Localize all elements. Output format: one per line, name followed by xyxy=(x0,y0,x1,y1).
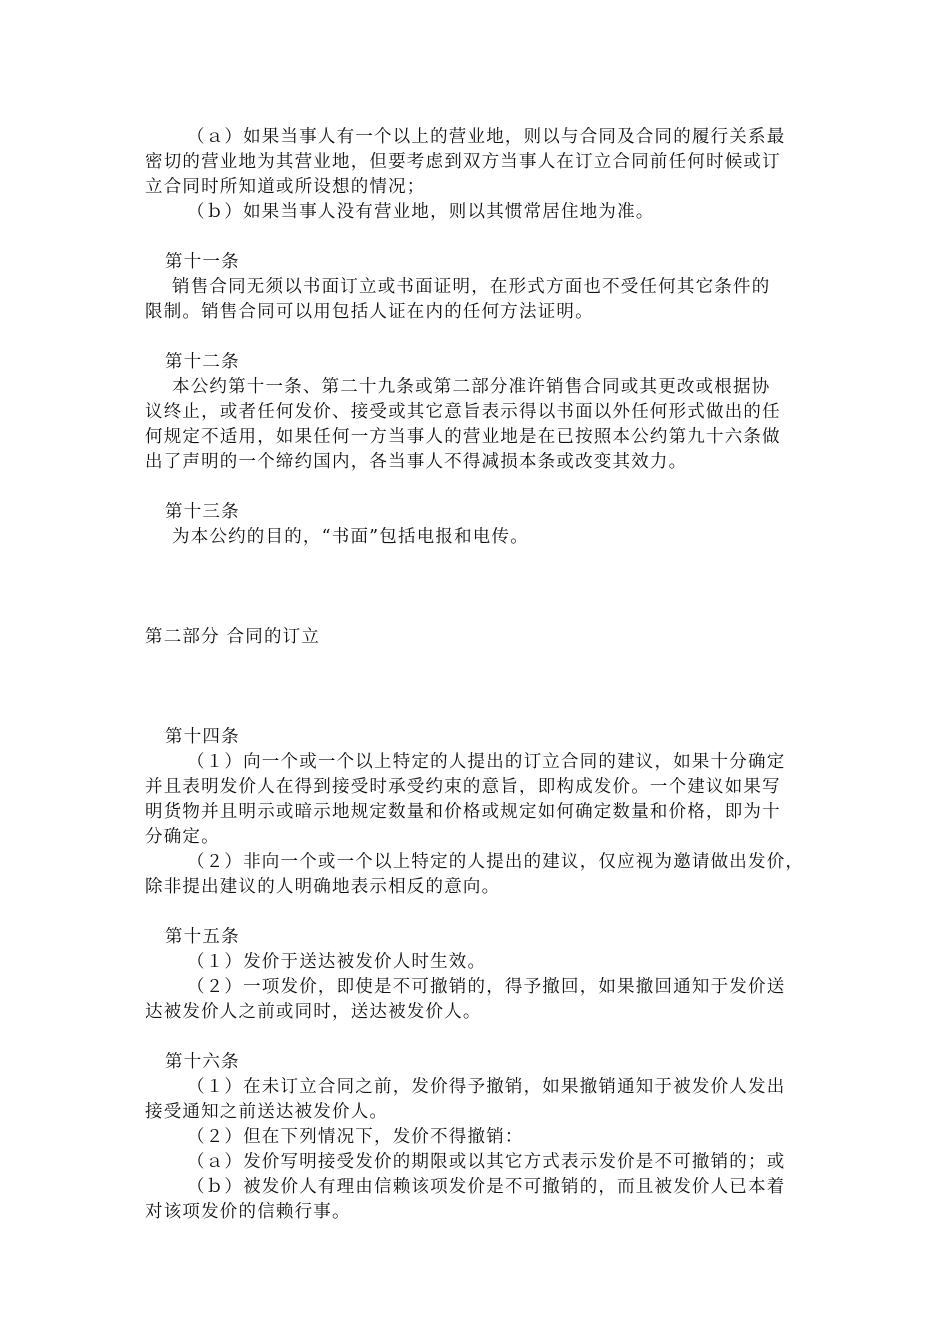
text-line: 分确定。 xyxy=(145,827,220,847)
text-line: 限制。销售合同可以用包括人证在内的任何方法证明。 xyxy=(145,302,594,322)
article-heading: 第十五条 xyxy=(165,927,240,947)
text-line: 接受通知之前送达被发价人。 xyxy=(145,1102,389,1122)
text-line: 为本公约的目的，“书面”包括电报和电传。 xyxy=(172,527,529,547)
text-line: （１）在未订立合同之前，发价得予撤销，如果撤销通知于被发价人发出 xyxy=(187,1077,786,1097)
text-line: 达被发价人之前或同时，送达被发价人。 xyxy=(145,1002,482,1022)
text-line: （ａ）发价写明接受发价的期限或以其它方式表示发价是不可撤销的；或 xyxy=(187,1152,786,1172)
article-heading: 第十四条 xyxy=(165,727,240,747)
text-line: （２）但在下列情况下，发价不得撤销： xyxy=(187,1127,524,1147)
text-line: 何规定不适用，如果任何一方当事人的营业地是在已按照本公约第九十六条做 xyxy=(145,427,781,447)
article-heading: 第十三条 xyxy=(165,502,240,522)
text-line: （１）向一个或一个以上特定的人提出的订立合同的建议，如果十分确定 xyxy=(187,752,786,772)
text-line: 本公约第十一条、第二十九条或第二部分准许销售合同或其更改或根据协 xyxy=(172,377,771,397)
text-line: （ｂ）如果当事人没有营业地，则以其惯常居住地为准。 xyxy=(187,202,655,222)
part-heading: 第二部分 合同的订立 xyxy=(145,627,321,647)
text-line: （ａ）如果当事人有一个以上的营业地，则以与合同及合同的履行关系最 xyxy=(187,127,786,147)
article-heading: 第十六条 xyxy=(165,1052,240,1072)
text-line: （１）发价于送达被发价人时生效。 xyxy=(187,952,487,972)
article-heading: 第十二条 xyxy=(165,352,240,372)
text-line: （２）非向一个或一个以上特定的人提出的建议，仅应视为邀请做出发价， xyxy=(187,852,805,872)
text-line: 密切的营业地为其营业地，但要考虑到双方当事人在订立合同前任何时候或订 xyxy=(145,152,781,172)
text-line: 立合同时所知道或所设想的情况； xyxy=(145,177,426,197)
text-line: 明货物并且明示或暗示地规定数量和价格或规定如何确定数量和价格，即为十 xyxy=(145,802,781,822)
text-line: （２）一项发价，即使是不可撤销的，得予撤回，如果撤回通知于发价送 xyxy=(187,977,786,997)
article-heading: 第十一条 xyxy=(165,252,240,272)
text-line: 除非提出建议的人明确地表示相反的意向。 xyxy=(145,877,501,897)
text-line: 销售合同无须以书面订立或书面证明，在形式方面也不受任何其它条件的 xyxy=(172,277,771,297)
text-line: （ｂ）被发价人有理由信赖该项发价是不可撤销的，而且被发价人已本着 xyxy=(187,1177,786,1197)
text-line: 出了声明的一个缔约国内，各当事人不得减损本条或改变其效力。 xyxy=(145,452,688,472)
text-line: 议终止，或者任何发价、接受或其它意旨表示得以书面以外任何形式做出的任 xyxy=(145,402,781,422)
text-line: 对该项发价的信赖行事。 xyxy=(145,1202,351,1222)
text-line: 并且表明发价人在得到接受时承受约束的意旨，即构成发价。一个建议如果写 xyxy=(145,777,781,797)
